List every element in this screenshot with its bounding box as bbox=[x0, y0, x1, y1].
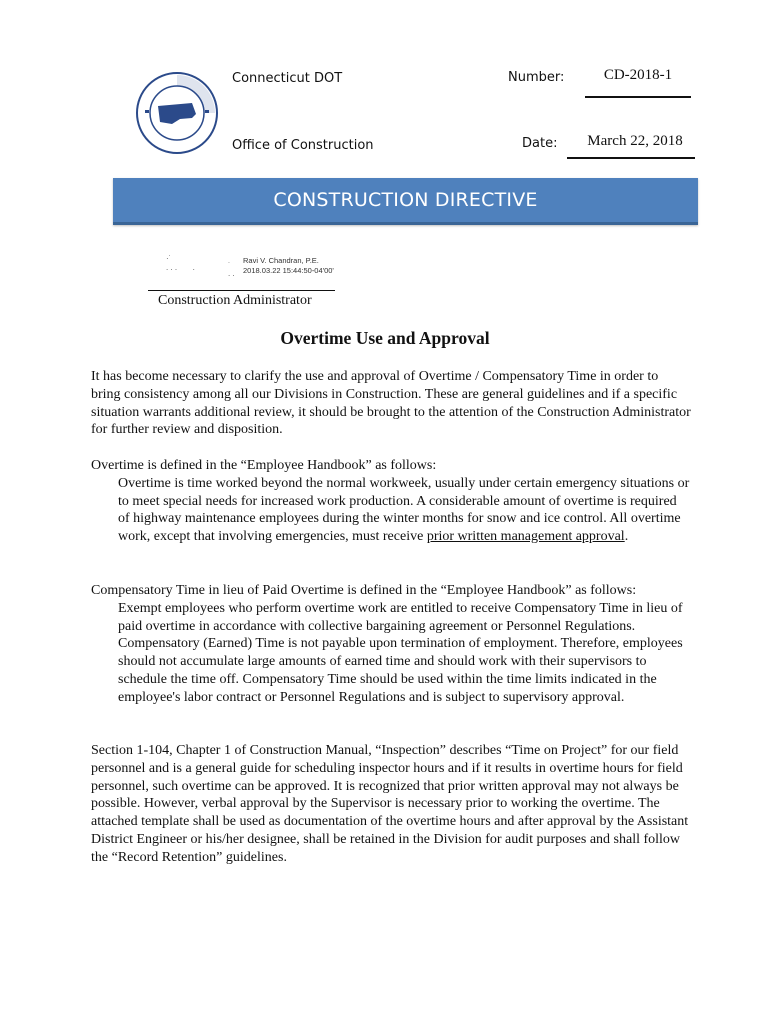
number-label: Number: bbox=[508, 70, 565, 85]
comp-time-intro: Compensatory Time in lieu of Paid Overtime is defined in the “Employee Handbook” as follows: bbox=[91, 583, 637, 598]
paragraph-section-1-104: Section 1-104, Chapter 1 of Construction Manual, “Inspection” describes “Time on Project” for our field personnel and is a general guide for scheduling inspector hours and if it results in overtime hours for field personnel, such overtime can be approved. It is recognized that prior written approval may not always be possible. However, verbal approval by the Supervisor is necessary prior to working the overtime. The attached template shall be used as documentation of the overtime hours and after approval by the Assistant District Engineer or his/her designee, shall be retained in the Division for audit purposes and shall follow the “Record Retention” guidelines. bbox=[91, 743, 689, 865]
number-underline bbox=[585, 96, 691, 98]
signer-name: Ravi V. Chandran, P.E. bbox=[243, 256, 319, 265]
signature-line bbox=[148, 290, 335, 291]
document-title: Overtime Use and Approval bbox=[280, 328, 490, 348]
signature-mark-2: ˙ . . bbox=[228, 261, 235, 278]
paragraph-comp-time bbox=[91, 582, 691, 707]
office-name: Office of Construction bbox=[232, 138, 374, 153]
digital-signature bbox=[243, 256, 334, 276]
prior-approval-emphasis: prior written management approval bbox=[426, 529, 625, 545]
signer-role: Construction Administrator bbox=[158, 293, 312, 308]
paragraph-intro: It has become necessary to clarify the use and approval of Overtime / Compensatory Time in order to bring consistency among all our Divisions in Construction. These are general guidelines and if a specific situation warrants additional review, it should be brought to the attention of the Construction Administrator for further review and disposition. bbox=[91, 369, 691, 438]
signature-mark: ·˙ . . . . bbox=[166, 254, 195, 272]
date-label: Date: bbox=[522, 136, 558, 151]
paragraph-overtime bbox=[91, 457, 691, 546]
overtime-intro: Overtime is defined in the “Employee Handbook” as follows: bbox=[91, 458, 437, 473]
overtime-end: . bbox=[624, 529, 629, 545]
date-underline bbox=[567, 157, 695, 159]
signature-timestamp: 2018.03.22 15:44:50-04'00' bbox=[243, 266, 334, 275]
comp-time-definition: Exempt employees who perform overtime work are entitled to receive Compensatory Time in lieu of paid overtime in accordance with collective bargaining agreement or Personnel Regulations. Compensatory (Earned) Time is not payable upon termination of employment. Therefore, employees should not accumulate large amounts of earned time and should work with their supervisors to schedule the time off. Compensatory Time should be used within the time limits indicated in the employee's labor contract or Personnel Regulations and is subject to supervisory approval. bbox=[118, 600, 683, 705]
directive-banner bbox=[113, 178, 698, 225]
dot-seal-logo bbox=[136, 72, 218, 154]
overtime-definition bbox=[91, 475, 691, 546]
directive-number: CD-2018-1 bbox=[603, 67, 673, 83]
agency-name: Connecticut DOT bbox=[232, 71, 343, 86]
directive-date: March 22, 2018 bbox=[587, 133, 683, 149]
overtime-quote: Overtime is time worked beyond the normal workweek, usually under certain emergency situations or to meet special needs for increased work production. A considerable amount of overtime is required of highway maintenance employees during the winter months for snow and ice control. All overtime work, except that involving emergencies, must receive bbox=[118, 475, 690, 545]
banner-title: CONSTRUCTION DIRECTIVE bbox=[273, 189, 538, 211]
